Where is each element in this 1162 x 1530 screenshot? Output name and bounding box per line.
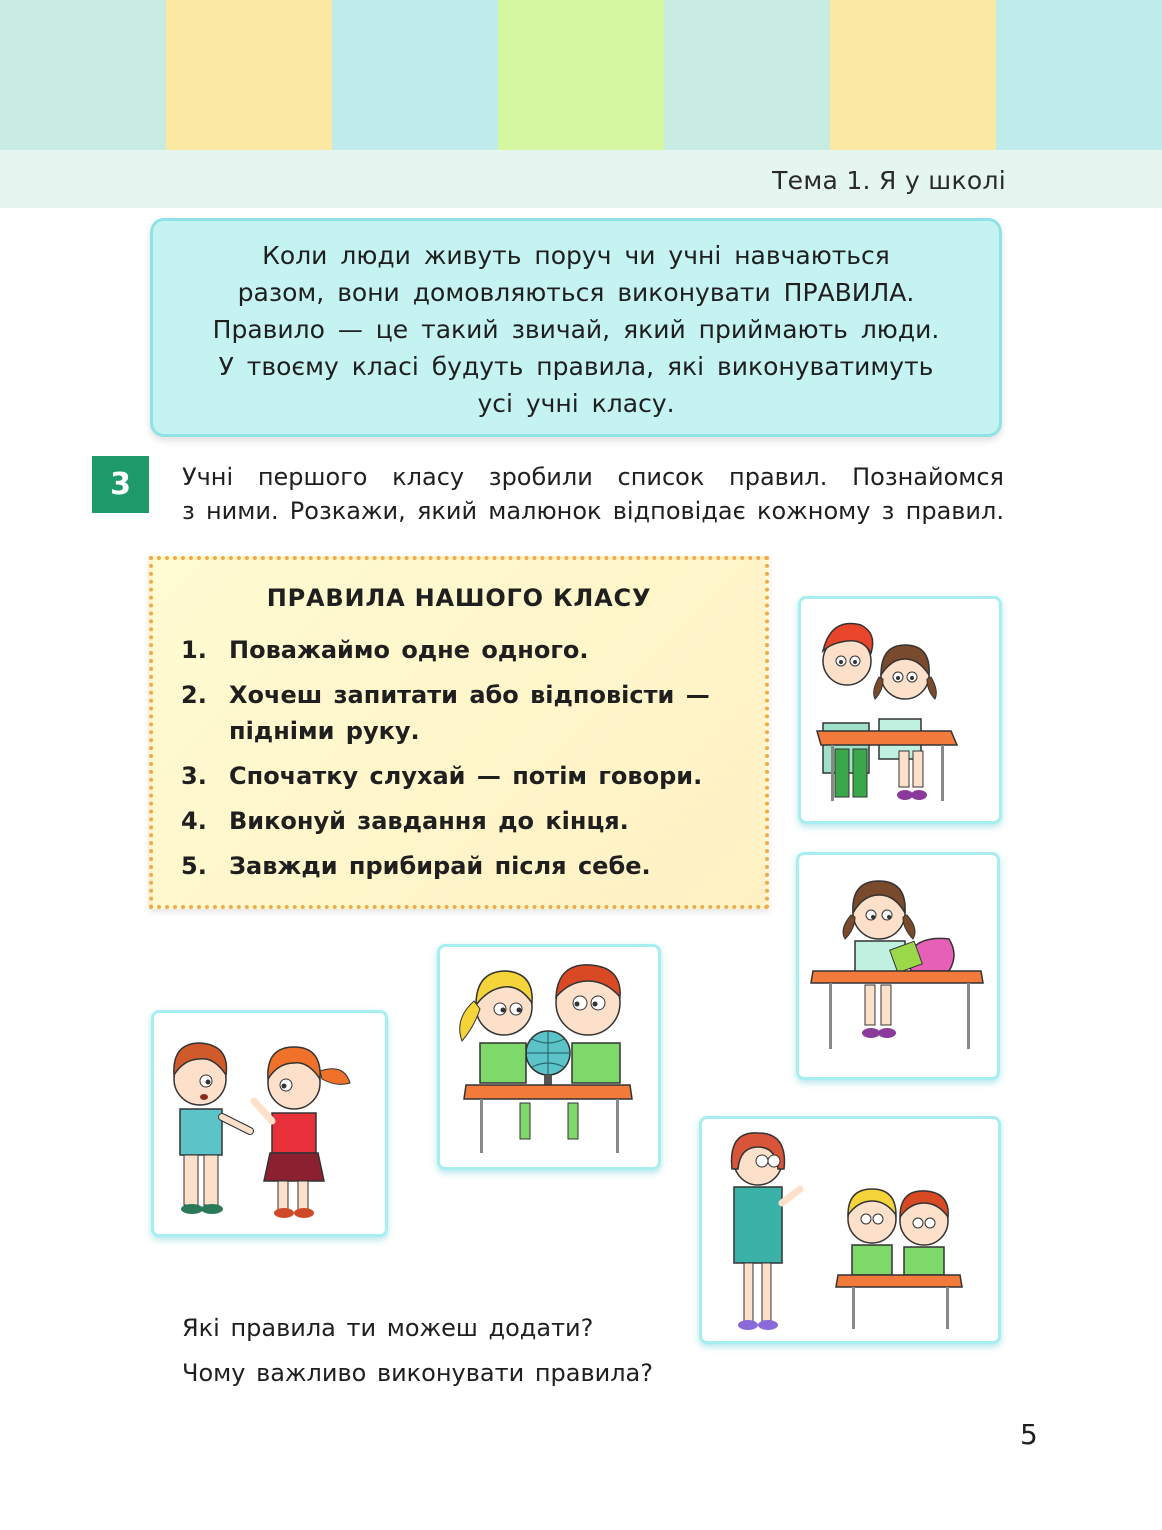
info-line: Правило — це такий звичай, який приймають люди. bbox=[212, 315, 940, 344]
info-line: У твоєму класі будуть правила, які виконуватимуть bbox=[218, 352, 934, 381]
rule-text: підніми руку. bbox=[229, 717, 420, 745]
illustration-children-with-globe bbox=[440, 947, 658, 1167]
illustration-two-children-talking bbox=[154, 1013, 385, 1234]
picture-girl-packing-bag bbox=[796, 852, 1000, 1080]
question-add-rules: Які правила ти можеш додати? bbox=[182, 1314, 594, 1342]
rule-text: Хочеш запитати або відповісти — bbox=[229, 681, 710, 709]
header-stripe bbox=[996, 0, 1162, 150]
info-box bbox=[150, 218, 1002, 437]
rule-text: Виконуй завдання до кінця. bbox=[229, 807, 629, 835]
header-stripe bbox=[664, 0, 830, 150]
header-stripe bbox=[166, 0, 332, 150]
task-line: Учні першого класу зробили список правил. Познайомся bbox=[182, 463, 1004, 491]
rules-box bbox=[149, 556, 769, 909]
question-why-rules: Чому важливо виконувати правила? bbox=[182, 1359, 653, 1387]
picture-teacher-and-pupils bbox=[699, 1116, 1001, 1344]
header-stripe bbox=[332, 0, 498, 150]
info-line: разом, вони домовляються виконувати ПРАВИЛА. bbox=[237, 278, 915, 307]
task-number-badge: 3 bbox=[92, 456, 149, 513]
rule-text: Завжди прибирай після себе. bbox=[229, 852, 651, 880]
header-stripe bbox=[498, 0, 664, 150]
topic-bar bbox=[0, 150, 1162, 208]
rule-number: 1. bbox=[181, 636, 207, 664]
rule-text: Спочатку слухай — потім говори. bbox=[229, 762, 703, 790]
topic-title: Тема 1. Я у школі bbox=[772, 166, 1006, 195]
picture-children-with-globe bbox=[437, 944, 661, 1170]
header-stripe bbox=[0, 0, 166, 150]
info-line: усі учні класу. bbox=[477, 389, 675, 418]
rules-title: ПРАВИЛА НАШОГО КЛАСУ bbox=[266, 584, 652, 612]
info-line: Коли люди живуть поруч чи учні навчаються bbox=[262, 241, 890, 270]
illustration-teacher-and-pupils bbox=[702, 1119, 998, 1341]
page-number: 5 bbox=[1020, 1418, 1038, 1451]
rule-number: 3. bbox=[181, 762, 207, 790]
rule-number: 4. bbox=[181, 807, 207, 835]
rule-text: Поважаймо одне одного. bbox=[229, 636, 589, 664]
header-color-stripes bbox=[0, 0, 1162, 150]
illustration-two-children-at-desk bbox=[801, 599, 999, 821]
rule-number: 5. bbox=[181, 852, 207, 880]
illustration-girl-packing-bag bbox=[799, 855, 997, 1077]
picture-two-children-at-desk bbox=[798, 596, 1002, 824]
picture-two-children-talking bbox=[151, 1010, 388, 1237]
task-line: з ними. Розкажи, який малюнок відповідає кожному з правил. bbox=[182, 497, 1004, 525]
rule-number: 2. bbox=[181, 681, 207, 709]
task-instructions bbox=[182, 460, 1004, 528]
header-stripe bbox=[830, 0, 996, 150]
